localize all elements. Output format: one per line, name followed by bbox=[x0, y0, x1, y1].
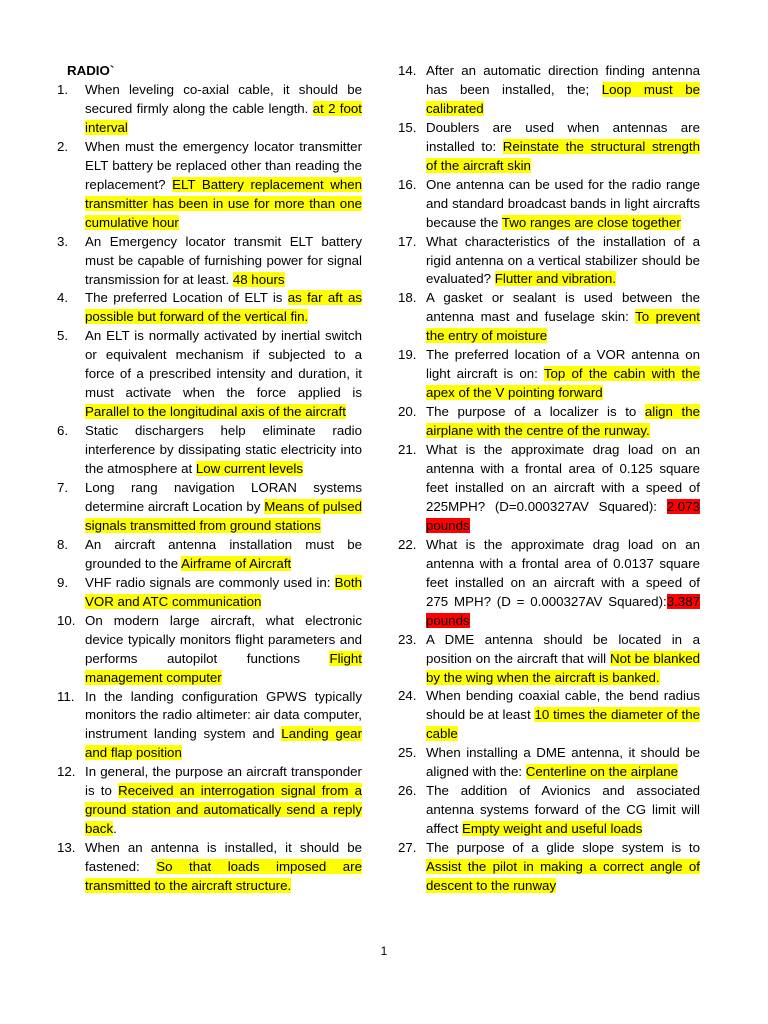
question-number: 8. bbox=[57, 536, 69, 552]
answer-highlight: as far aft as possible but forward of the vertical fin. bbox=[85, 290, 362, 325]
question-item bbox=[398, 289, 700, 346]
question-text: The preferred location of a VOR antenna on light aircraft is on: bbox=[426, 347, 700, 382]
answer-highlight: 2.073 pounds bbox=[426, 498, 700, 533]
question-number: 10. bbox=[57, 612, 76, 628]
question-text: The purpose of a localizer is to bbox=[426, 404, 645, 420]
question-item bbox=[57, 479, 362, 536]
answer-highlight: Airframe of Aircraft bbox=[181, 555, 292, 571]
question-text: After an automatic direction finding antenna has been installed, the; bbox=[426, 63, 700, 97]
page-number: 1 bbox=[380, 944, 388, 958]
question-item bbox=[398, 782, 700, 839]
answer-highlight: Not be blanked by the wing when the aircraft is banked. bbox=[426, 650, 700, 685]
question-number: 20. bbox=[398, 404, 417, 420]
question-item bbox=[57, 138, 362, 233]
question-text: An aircraft antenna installation must be grounded to the bbox=[85, 536, 362, 571]
question-item bbox=[57, 536, 362, 574]
answer-highlight: align the airplane with the centre of the runway. bbox=[426, 404, 700, 439]
question-number: 15. bbox=[398, 119, 417, 135]
question-text: VHF radio signals are commonly used in: bbox=[85, 574, 335, 590]
question-number: 11. bbox=[57, 688, 75, 704]
question-text: In general, the purpose an aircraft transponder is to bbox=[85, 764, 362, 799]
question-item bbox=[398, 233, 700, 290]
question-item bbox=[57, 612, 362, 688]
question-number: 27. bbox=[398, 840, 417, 856]
question-number: 13. bbox=[57, 840, 76, 856]
question-number: 21. bbox=[398, 442, 417, 458]
question-item bbox=[57, 81, 362, 138]
question-number: 6. bbox=[57, 423, 69, 439]
answer-highlight: 10 times the diameter of the cable bbox=[426, 707, 700, 742]
question-item bbox=[57, 327, 362, 422]
question-number: 1. bbox=[57, 82, 69, 97]
answer-highlight: Loop must be calibrated bbox=[426, 81, 700, 116]
question-list-left bbox=[57, 81, 362, 896]
question-item bbox=[398, 62, 700, 119]
question-item bbox=[398, 744, 700, 782]
question-number: 5. bbox=[57, 328, 69, 344]
question-number: 24. bbox=[398, 688, 417, 704]
question-text: When bending coaxial cable, the bend radius should be at least bbox=[426, 688, 700, 723]
question-number: 2. bbox=[57, 138, 69, 154]
answer-highlight: Empty weight and useful loads bbox=[461, 821, 643, 837]
question-text: When installing a DME antenna, it should be aligned with the: bbox=[426, 745, 700, 780]
question-item bbox=[398, 403, 700, 441]
question-number: 23. bbox=[398, 631, 417, 647]
page-title: RADIO` bbox=[67, 63, 115, 78]
answer-highlight: at 2 foot interval bbox=[85, 100, 362, 135]
question-text: When an antenna is installed, it should be fastened: bbox=[85, 840, 362, 875]
question-text: An ELT is normally activated by inertial switch or equivalent mechanism if subjected to a force of a prescribed intensity and duration, it must activate when the force applied is bbox=[85, 328, 362, 401]
question-item bbox=[398, 631, 700, 688]
question-text: A DME antenna should be located in a position on the aircraft that will bbox=[426, 631, 700, 666]
question-text: Doublers are used when antennas are installed to: bbox=[426, 119, 700, 154]
question-text: The addition of Avionics and associated antenna systems forward of the CG limit will affect bbox=[426, 783, 700, 837]
right-column bbox=[398, 62, 700, 896]
question-text: An Emergency locator transmit ELT battery must be capable of furnishing power for signal transmission for at least. bbox=[85, 233, 362, 287]
question-item bbox=[398, 536, 700, 631]
question-number: 26. bbox=[398, 783, 417, 799]
question-item bbox=[398, 839, 700, 896]
question-text: What is the approximate drag load on an antenna with a frontal area of 0.0137 square feet installed on an aircraft with a speed of 275 MPH? (D = 0.000327AV Squared): bbox=[426, 536, 700, 609]
answer-highlight: Top of the cabin with the apex of the V pointing forward bbox=[426, 366, 701, 401]
question-number: 14. bbox=[398, 63, 417, 78]
answer-highlight: Flutter and vibration. bbox=[494, 271, 616, 287]
question-item bbox=[398, 687, 700, 744]
answer-highlight: So that loads imposed are transmitted to the aircraft structure. bbox=[85, 859, 362, 894]
question-text: When must the emergency locator transmitter ELT battery be replaced other than reading the replacement? bbox=[85, 138, 362, 192]
answer-highlight: 3.387 pounds bbox=[426, 593, 700, 628]
question-number: 3. bbox=[57, 233, 69, 249]
question-text: Static dischargers help eliminate radio interference by dissipating static electricity into the atmosphere at bbox=[85, 423, 362, 477]
question-item bbox=[398, 119, 700, 176]
question-number: 7. bbox=[57, 480, 69, 496]
answer-highlight: Low current levels bbox=[195, 461, 304, 477]
question-list-right bbox=[398, 62, 700, 896]
question-text: What characteristics of the installation of a rigid antenna on a vertical stabilizer should be evaluated? bbox=[426, 233, 700, 287]
question-item bbox=[57, 422, 362, 479]
question-number: 4. bbox=[57, 290, 69, 306]
question-number: 16. bbox=[398, 176, 417, 192]
question-number: 12. bbox=[57, 764, 76, 780]
question-text: Long rang navigation LORAN systems determine aircraft Location by bbox=[85, 480, 362, 514]
question-text: What is the approximate drag load on an antenna with a frontal area of 0.125 square feet installed on an aircraft with a speed of 225MPH? (D=0.000327AV Squared): bbox=[426, 442, 700, 514]
question-text: In the landing configuration GPWS typically monitors the radio altimeter: air data computer, instrument landing system and bbox=[85, 688, 362, 742]
answer-highlight: To prevent the entry of moisture bbox=[426, 309, 700, 344]
answer-highlight: Flight management computer bbox=[85, 650, 362, 685]
question-number: 17. bbox=[398, 233, 417, 249]
answer-highlight: Parallel to the longitudinal axis of the aircraft bbox=[85, 404, 346, 420]
question-item bbox=[57, 233, 362, 290]
question-number: 25. bbox=[398, 745, 417, 761]
answer-highlight: Received an interrogation signal from a ground station and automatically send a reply back bbox=[85, 783, 362, 837]
question-number: 22. bbox=[398, 536, 417, 552]
question-text: A gasket or sealant is used between the antenna mast and fuselage skin: bbox=[426, 290, 700, 325]
answer-trailing: . bbox=[113, 821, 117, 837]
answer-highlight: ELT Battery replacement when transmitter has been in use for more than one cumulative hour bbox=[85, 176, 363, 230]
question-item bbox=[57, 688, 362, 764]
question-number: 19. bbox=[398, 347, 417, 363]
question-number: 18. bbox=[398, 290, 417, 306]
question-text: On modern large aircraft, what electronic device typically monitors flight parameters and performs autopilot functions bbox=[85, 612, 362, 666]
question-text: The purpose of a glide slope system is to bbox=[426, 840, 700, 856]
left-column bbox=[57, 62, 362, 896]
question-item bbox=[57, 763, 362, 839]
question-item bbox=[57, 839, 362, 896]
question-item bbox=[398, 346, 700, 403]
question-item bbox=[57, 289, 362, 327]
question-text: One antenna can be used for the radio range and standard broadcast bands in light aircrafts because the bbox=[426, 176, 700, 230]
answer-highlight: Assist the pilot in making a correct angle of descent to the runway bbox=[426, 859, 700, 893]
answer-highlight: Centerline on the airplane bbox=[525, 764, 679, 780]
question-text: The preferred Location of ELT is bbox=[85, 290, 288, 306]
question-item bbox=[398, 441, 700, 536]
question-number: 9. bbox=[57, 574, 69, 590]
answer-highlight: Both VOR and ATC communication bbox=[85, 574, 362, 609]
question-item bbox=[57, 574, 362, 612]
question-text: When leveling co-axial cable, it should be secured firmly along the cable length. bbox=[85, 82, 362, 116]
answer-highlight: Reinstate the structural strength of the aircraft skin bbox=[426, 138, 701, 173]
answer-highlight: Landing gear and flap position bbox=[85, 726, 362, 761]
answer-highlight: 48 hours bbox=[232, 271, 285, 287]
question-item bbox=[398, 176, 700, 233]
answer-highlight: Two ranges are close together bbox=[501, 214, 681, 230]
answer-highlight: Means of pulsed signals transmitted from ground stations bbox=[85, 498, 362, 533]
